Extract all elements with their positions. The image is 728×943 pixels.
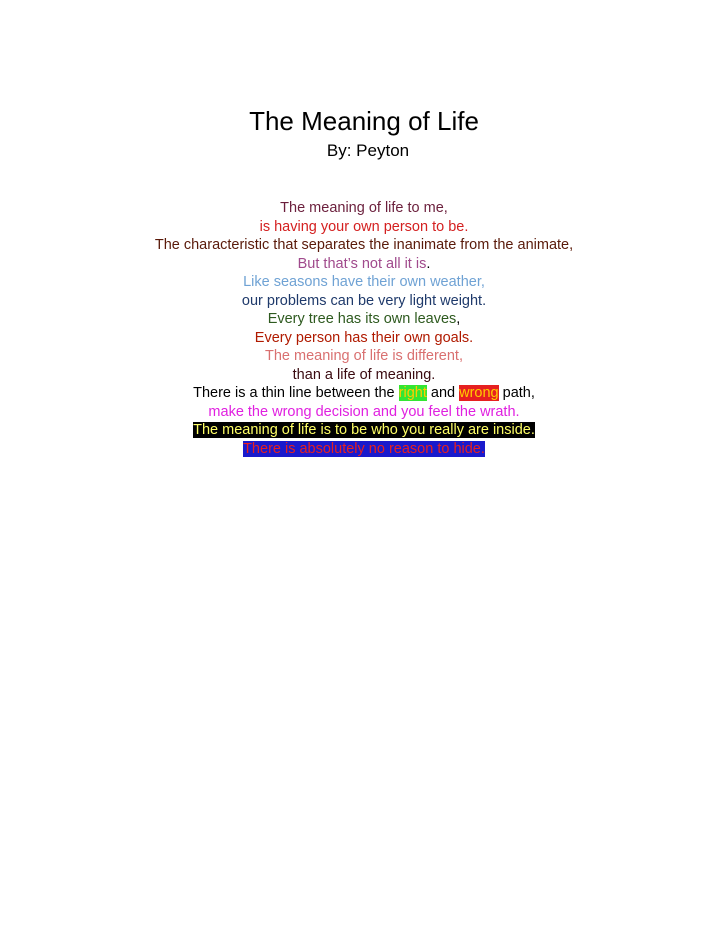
poem-line-text: The meaning of life is different, [264, 348, 463, 364]
poem-body [0, 199, 728, 458]
poem-line [0, 421, 728, 440]
poem-line-punctuation: , [456, 311, 461, 327]
poem-line-text: There is a thin line between the [193, 385, 399, 401]
poem-line-text: make the wrong decision and you feel the wrath. [208, 403, 520, 420]
poem-line [0, 255, 728, 274]
poem-line-highlighted: The meaning of life is to be who you really are inside. [193, 422, 535, 438]
poem-line [0, 366, 728, 385]
poem-line [0, 218, 728, 237]
poem-line-text: But that’s not all it is [297, 255, 427, 272]
poem-line-text: path, [498, 385, 535, 401]
poem-line-text: Every person has their own goals. [254, 329, 474, 346]
poem-line [0, 347, 728, 366]
poem-line [0, 199, 728, 218]
poem-line-text: The characteristic that separates the inanimate from the animate, [154, 237, 574, 253]
document-title: The Meaning of Life [249, 106, 479, 136]
poem-line-text: is having your own person to be. [259, 218, 469, 235]
poem-line-text: our problems can be very light weight. [241, 292, 487, 309]
poem-line-highlighted: There is absolutely no reason to hide. [243, 440, 485, 457]
highlighted-word-right: right [398, 385, 427, 401]
poem-line-text: The meaning of life to me, [280, 200, 448, 216]
poem-line [0, 236, 728, 255]
document-byline: By: Peyton [326, 141, 410, 160]
poem-line [0, 292, 728, 311]
poem-line [0, 273, 728, 292]
poem-line-text: Like seasons have their own weather, [243, 274, 485, 290]
poem-line-text: and [426, 385, 460, 401]
poem-line [0, 440, 728, 459]
poem-line-punctuation: . [426, 255, 431, 272]
highlighted-word-wrong: wrong [459, 385, 499, 401]
poem-line [0, 384, 728, 403]
poem-line-text: Every tree has its own leaves [267, 311, 457, 327]
poem-line [0, 329, 728, 348]
poem-line [0, 403, 728, 422]
poem-line [0, 310, 728, 329]
poem-line-text: than a life of meaning. [292, 366, 436, 383]
